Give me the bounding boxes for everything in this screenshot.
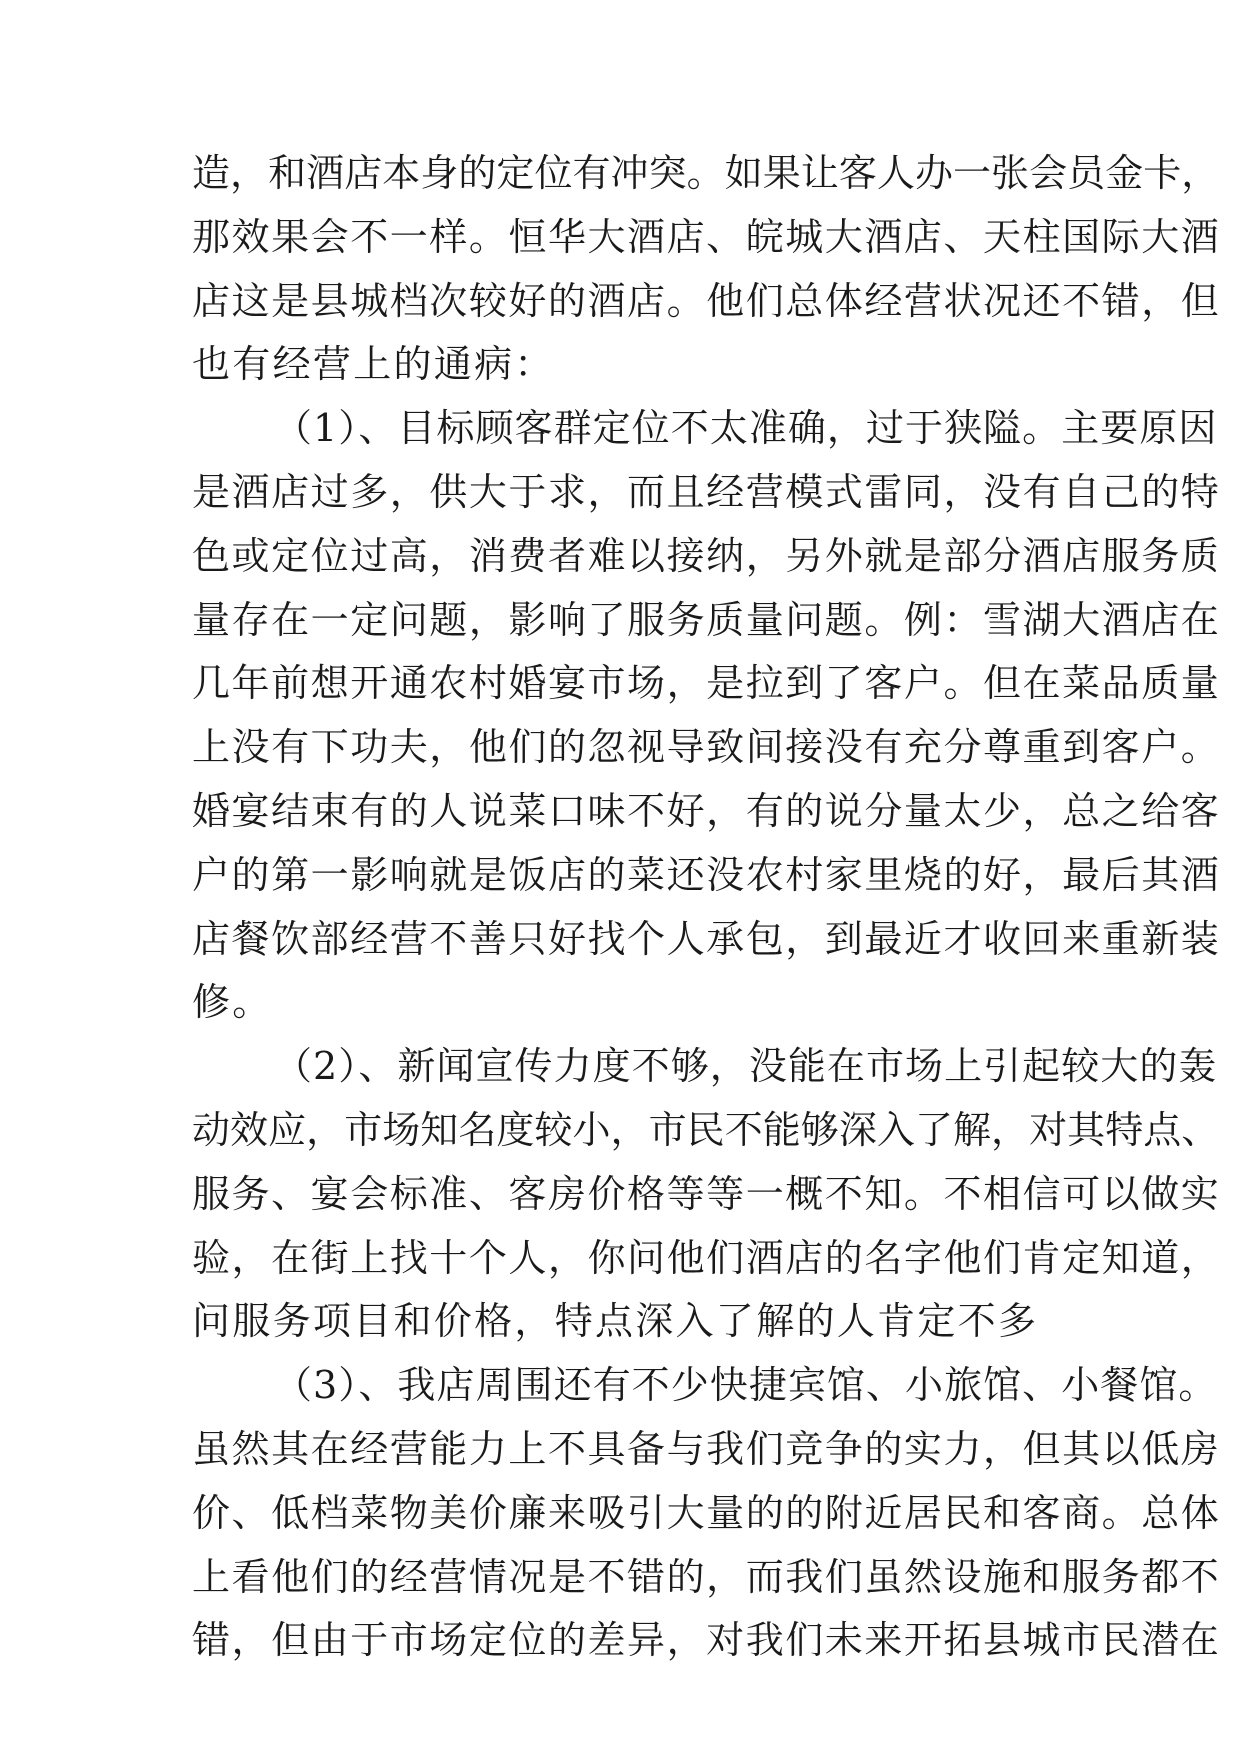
text-line: 也有经营上的通病： <box>192 342 555 387</box>
text-line: 验，在街上找十个人，你问他们酒店的名字他们肯定知道， <box>192 1235 1221 1280</box>
text-line: 动效应，市场知名度较小，市民不能够深入了解，对其特点、 <box>192 1107 1220 1152</box>
text-line: 店餐饮部经营不善只好找个人承包，到最近才收回来重新装 <box>192 916 1221 961</box>
paragraph-start-line: （1）、目标顾客群定位不太准确，过于狭隘。主要原因 <box>274 406 1218 451</box>
text-line: 婚宴结束有的人说菜口味不好，有的说分量太少，总之给客 <box>192 788 1221 833</box>
text-line: 户的第一影响就是饭店的菜还没农村家里烧的好，最后其酒 <box>192 852 1221 897</box>
paragraph-start-line: （3）、我店周围还有不少快捷宾馆、小旅馆、小餐馆。 <box>274 1363 1218 1408</box>
text-line: 造，和酒店本身的定位有冲突。如果让客人办一张会员金卡， <box>192 151 1220 195</box>
text-line: 量存在一定问题，影响了服务质量问题。例：雪湖大酒店在 <box>192 597 1221 642</box>
text-line: 那效果会不一样。恒华大酒店、皖城大酒店、天柱国际大酒 <box>192 214 1221 259</box>
text-line: 上没有下功夫，他们的忽视导致间接没有充分尊重到客户。 <box>192 725 1221 770</box>
text-line: 上看他们的经营情况是不错的，而我们虽然设施和服务都不 <box>192 1554 1221 1599</box>
text-line: 店这是县城档次较好的酒店。他们总体经营状况还不错，但 <box>192 278 1221 323</box>
paragraph-start-line: （2）、新闻宣传力度不够，没能在市场上引起较大的轰 <box>274 1044 1218 1089</box>
text-line: 价、低档菜物美价廉来吸引大量的的附近居民和客商。总体 <box>192 1490 1221 1535</box>
text-line: 几年前想开通农村婚宴市场，是拉到了客户。但在菜品质量 <box>192 661 1221 706</box>
text-line: 是酒店过多，供大于求，而且经营模式雷同，没有自己的特 <box>192 469 1221 514</box>
text-line: 虽然其在经营能力上不具备与我们竞争的实力，但其以低房 <box>192 1426 1221 1471</box>
text-line: 服务、宴会标准、客房价格等等一概不知。不相信可以做实 <box>192 1171 1221 1216</box>
text-line: 色或定位过高，消费者难以接纳，另外就是部分酒店服务质 <box>192 533 1221 578</box>
text-line: 修。 <box>192 980 273 1025</box>
text-line: 错，但由于市场定位的差异，对我们未来开拓县城市民潜在 <box>192 1618 1221 1663</box>
body-text <box>192 142 1221 1673</box>
text-line: 问服务项目和价格，特点深入了解的人肯定不多 <box>192 1299 1039 1344</box>
